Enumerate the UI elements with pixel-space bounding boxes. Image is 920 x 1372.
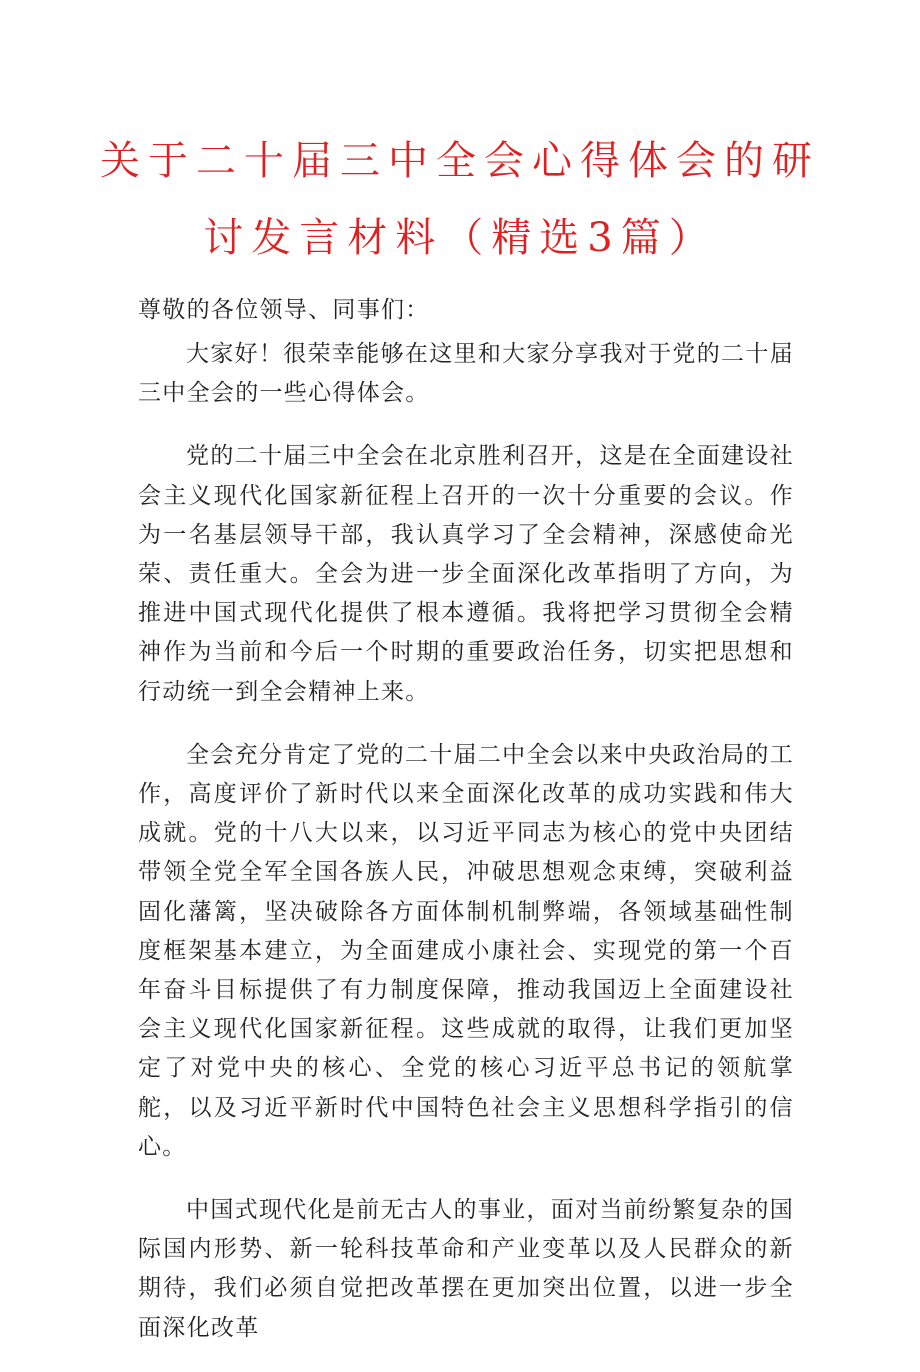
document-title-line-1: 关于二十届三中全会心得体会的研 <box>100 138 820 184</box>
paragraph-3: 全会充分肯定了党的二十届二中全会以来中央政治局的工作，高度评价了新时代以来全面深化改革的成功实践和伟大成就。党的十八大以来，以习近平同志为核心的党中央团结带领全党全军全国各族人民，冲破思想观念束缚，突破利益固化藩篱，坚决破除各方面体制机制弊端，各领域基础性制度框架基本建立，为全面建成小康社会、实现党的第一个百年奋斗目标提供了有力制度保障，推动我国迈上全面建设社会主义现代化国家新征程。这些成就的取得，让我们更加坚定了对党中央的核心、全党的核心习近平总书记的领航掌舵，以及习近平新时代中国特色社会主义思想科学指引的信心。 <box>138 741 794 1160</box>
salutation: 尊敬的各位领导、同事们： <box>138 297 430 323</box>
paragraph-1: 大家好！很荣幸能够在这里和大家分享我对于党的二十届三中全会的一些心得体会。 <box>138 341 794 407</box>
paragraph-4: 中国式现代化是前无古人的事业，面对当前纷繁复杂的国际国内形势、新一轮科技革命和产业变革以及人民群众的新期待，我们必须自觉把改革摆在更加突出位置，以进一步全面深化改革 <box>138 1197 794 1341</box>
document-title-line-2: 讨发言材料（精选3篇） <box>203 215 717 261</box>
paragraph-2: 党的二十届三中全会在北京胜利召开，这是在全面建设社会主义现代化国家新征程上召开的一次十分重要的会议。作为一名基层领导干部，我认真学习了全会精神，深感使命光荣、责任重大。全会为进一步全面深化改革指明了方向，为推进中国式现代化提供了根本遵循。我将把学习贯彻全会精神作为当前和今后一个时期的重要政治任务，切实把思想和行动统一到全会精神上来。 <box>138 443 794 705</box>
document-body <box>138 335 794 1372</box>
